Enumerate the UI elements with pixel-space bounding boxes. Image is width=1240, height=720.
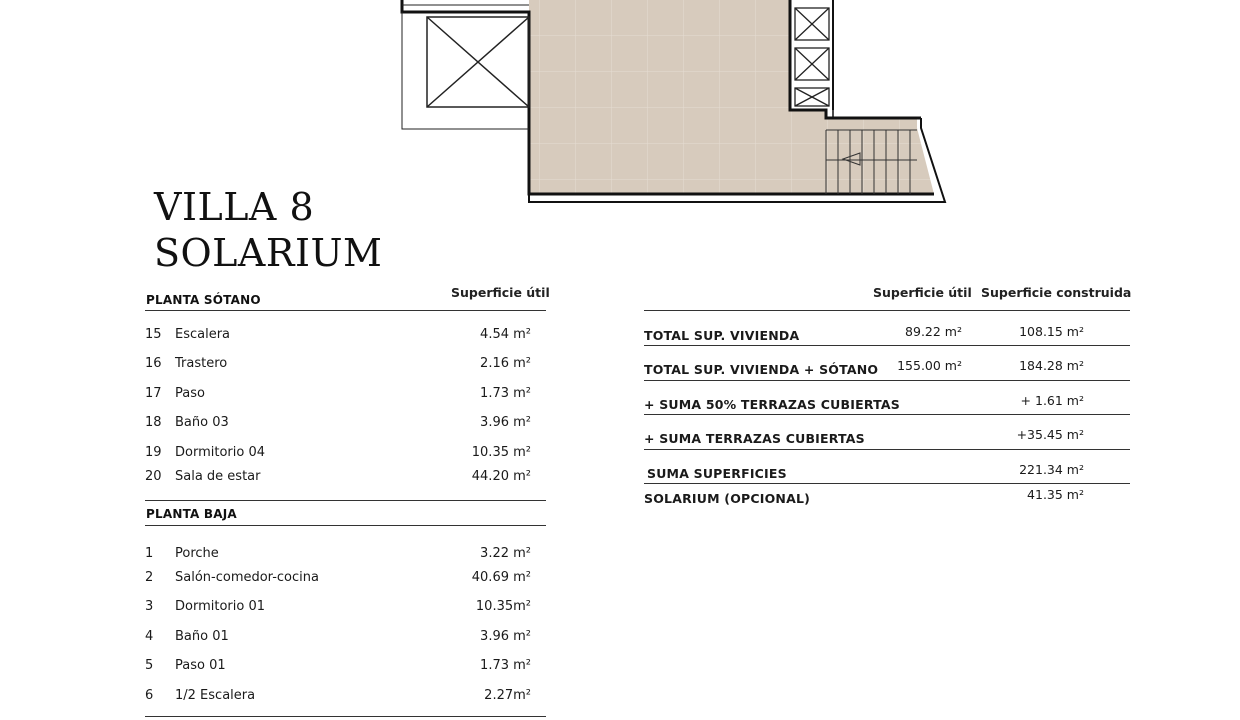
table-row — [145, 658, 531, 676]
room-name: Baño 01 — [175, 629, 229, 644]
row-number: 20 — [145, 469, 162, 484]
totals-row — [644, 358, 1130, 376]
totals-row — [647, 462, 1133, 480]
skylight-void — [427, 17, 529, 107]
room-area: 10.35 m² — [471, 445, 531, 460]
divider — [644, 483, 1130, 484]
totals-label: + SUMA TERRAZAS CUBIERTAS — [644, 431, 865, 446]
section-heading-sotano: PLANTA SÓTANO — [146, 293, 261, 307]
section-heading-baja: PLANTA BAJA — [146, 507, 237, 521]
row-number: 15 — [145, 327, 162, 342]
room-area: 2.16 m² — [480, 356, 531, 371]
totals-construida: +35.45 m² — [1016, 427, 1084, 442]
page-title — [154, 184, 382, 276]
column-header-util: Superficie útil — [873, 285, 972, 300]
room-name: Dormitorio 04 — [175, 445, 265, 460]
column-header-util: Superficie útil — [451, 285, 550, 300]
totals-label: SUMA SUPERFICIES — [647, 466, 787, 481]
table-row — [145, 570, 531, 588]
table-row — [145, 688, 531, 706]
room-area: 2.27m² — [484, 688, 531, 703]
outer-thin-outline — [402, 5, 529, 129]
column-header-construida: Superficie construida — [981, 285, 1132, 300]
totals-row — [644, 393, 1130, 411]
table-row — [145, 599, 531, 617]
totals-construida: 184.28 m² — [1019, 358, 1084, 373]
divider — [644, 310, 1130, 311]
room-area: 3.96 m² — [480, 415, 531, 430]
divider — [145, 500, 546, 501]
totals-label: TOTAL SUP. VIVIENDA + SÓTANO — [644, 362, 879, 377]
totals-row — [644, 487, 1130, 505]
divider — [145, 525, 546, 526]
room-name: Paso 01 — [175, 658, 226, 673]
room-name: Sala de estar — [175, 469, 261, 484]
room-area: 1.73 m² — [480, 658, 531, 673]
table-row — [145, 445, 531, 463]
totals-label: + SUMA 50% TERRAZAS CUBIERTAS — [644, 397, 900, 412]
room-name: Trastero — [175, 356, 228, 371]
totals-construida: 41.35 m² — [1027, 487, 1084, 502]
room-name: Dormitorio 01 — [175, 599, 265, 614]
room-name: Porche — [175, 546, 219, 561]
row-number: 16 — [145, 356, 162, 371]
totals-row — [644, 324, 1130, 342]
row-number: 17 — [145, 386, 162, 401]
room-area: 10.35m² — [475, 599, 531, 614]
table-row — [145, 415, 531, 433]
title-line-2: SOLARIUM — [154, 231, 383, 275]
divider — [145, 310, 546, 311]
room-name: Baño 03 — [175, 415, 229, 430]
row-number: 5 — [145, 658, 154, 673]
room-name: Paso — [175, 386, 205, 401]
solarium-floor — [529, 0, 934, 194]
table-row — [145, 469, 531, 487]
room-area: 1.73 m² — [480, 386, 531, 401]
totals-label: SOLARIUM (OPCIONAL) — [644, 491, 811, 506]
divider — [145, 716, 546, 717]
row-number: 2 — [145, 570, 154, 585]
room-name: Salón-comedor-cocina — [175, 570, 319, 585]
room-area: 3.22 m² — [480, 546, 531, 561]
row-number: 19 — [145, 445, 162, 460]
room-area: 3.96 m² — [480, 629, 531, 644]
totals-util: 155.00 m² — [897, 358, 962, 373]
room-area: 4.54 m² — [480, 327, 531, 342]
table-row — [145, 386, 531, 404]
floor-plan-drawing — [0, 0, 1240, 210]
divider — [644, 449, 1130, 450]
divider — [644, 345, 1130, 346]
row-number: 1 — [145, 546, 154, 561]
totals-construida: 108.15 m² — [1019, 324, 1084, 339]
table-row — [145, 629, 531, 647]
shaft-boxes — [795, 8, 829, 106]
row-number: 6 — [145, 688, 154, 703]
table-row — [145, 327, 531, 345]
table-row — [145, 546, 531, 564]
totals-construida: + 1.61 m² — [1020, 393, 1084, 408]
room-name: 1/2 Escalera — [175, 688, 256, 703]
row-number: 3 — [145, 599, 154, 614]
totals-util: 89.22 m² — [905, 324, 962, 339]
title-line-1: VILLA 8 — [154, 185, 315, 229]
row-number: 18 — [145, 415, 162, 430]
row-number: 4 — [145, 629, 154, 644]
room-name: Escalera — [175, 327, 231, 342]
table-row — [145, 356, 531, 374]
room-area: 44.20 m² — [471, 469, 531, 484]
totals-row — [644, 427, 1130, 445]
divider — [644, 380, 1130, 381]
totals-label: TOTAL SUP. VIVIENDA — [644, 328, 800, 343]
divider — [644, 414, 1130, 415]
room-area: 40.69 m² — [471, 570, 531, 585]
totals-construida: 221.34 m² — [1019, 462, 1084, 477]
